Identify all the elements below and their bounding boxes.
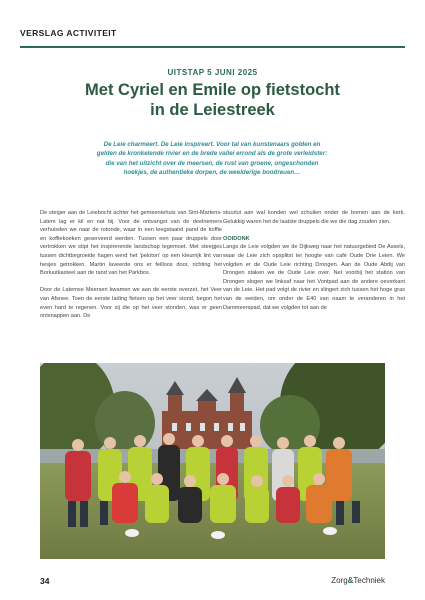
headline-line-2: in de Leiestreek [150,101,275,119]
intro-line: gelden de kronkelende rivier en de brede vallei errond als de grote verleidster: [96,150,328,158]
body-paragraph: Langs de Leie volgden we de Dijkweg naar het natuurgebied De Assels, waar de Leie zich opsplitst ter hoogte van café Oude Drie Leien. We volgden er de Oude Leie richting Drongen. Aan de Oude Abdij van Drongen staken we de Oude Leie over. Net voorbij het station van Drongen slogen we linksaf naar het Vontpad aan de andere oeverkant van de Leie. Het pad volgt de rivier en slingert zich tussen het hoge gras van de weiden, om onder de E40 van naam te veranderen in het Dammeerspad, dat we volgden tot aan de [223,244,405,311]
article-column-right [223,209,405,321]
brand-ampersand: & [347,576,354,585]
group-photo-illustration [40,363,385,559]
brand-part-2: Techniek [353,576,385,585]
body-paragraph: stuurlui aan wal konden wel schuilen onder de bomen aan de kerk. Gelukkig waren het de laatste druppels die we die dag zouden zien. [223,210,405,225]
header-rule [20,46,405,48]
body-paragraph: Door de Latemse Meersen kwamen we aan de eerste overzet, het Veer van Afsnee. Toen de eerste lading fietsen op het veer stond, begon het even hard te regenen. Voor zij die op het veer stonden, was er geen ontsnappen aan. De [40,287,222,320]
body-paragraph: De steiger aan de Leiebocht achter het gemeentehuis van Sint-Martens-Latem lag er kil en nat bij. Voor de ontvangst van de deelnemers verhuisden we naar de rotonde, waar in een leegstaand pand de koffie en koffiekoeken geserveerd werden. Tussen een paar druppels door vertrokken we stipt het inspirerende landschap tegemoet. Met steegjes tussen dichtbegroeide hagen werd het 'peloton' op een kleurrijk lint van hesjes getrokken. Martin laveerde ons er feilloos door, richting het Borluutkasteel aan de rand van het Parkbos. [40,210,222,277]
intro-line: hoekjes, de authentieke dorpen, de weelderige boodreuen… [123,169,301,177]
intro-lead [62,140,362,178]
headline-line-1: Met Cyriel en Emile op fietstocht [85,81,340,99]
magazine-brand [331,576,385,585]
page-number: 34 [40,576,50,586]
intro-line: die van het uitzicht over de meersen, de rust van groene, ongeschonden [105,159,319,167]
event-date: UITSTAP 5 JUNI 2025 [167,68,258,77]
group-photo [40,363,385,559]
intro-line: De Leie charmeert. De Leie inspireert. Voor tal van kunstenaars golden en [103,141,321,148]
article-column-left [40,209,222,329]
brand-part-1: Zorg [331,576,348,585]
section-label: VERSLAG ACTIVITEIT [20,28,117,38]
article-headline [0,80,425,120]
section-subhead: OOIDONK [223,235,250,242]
